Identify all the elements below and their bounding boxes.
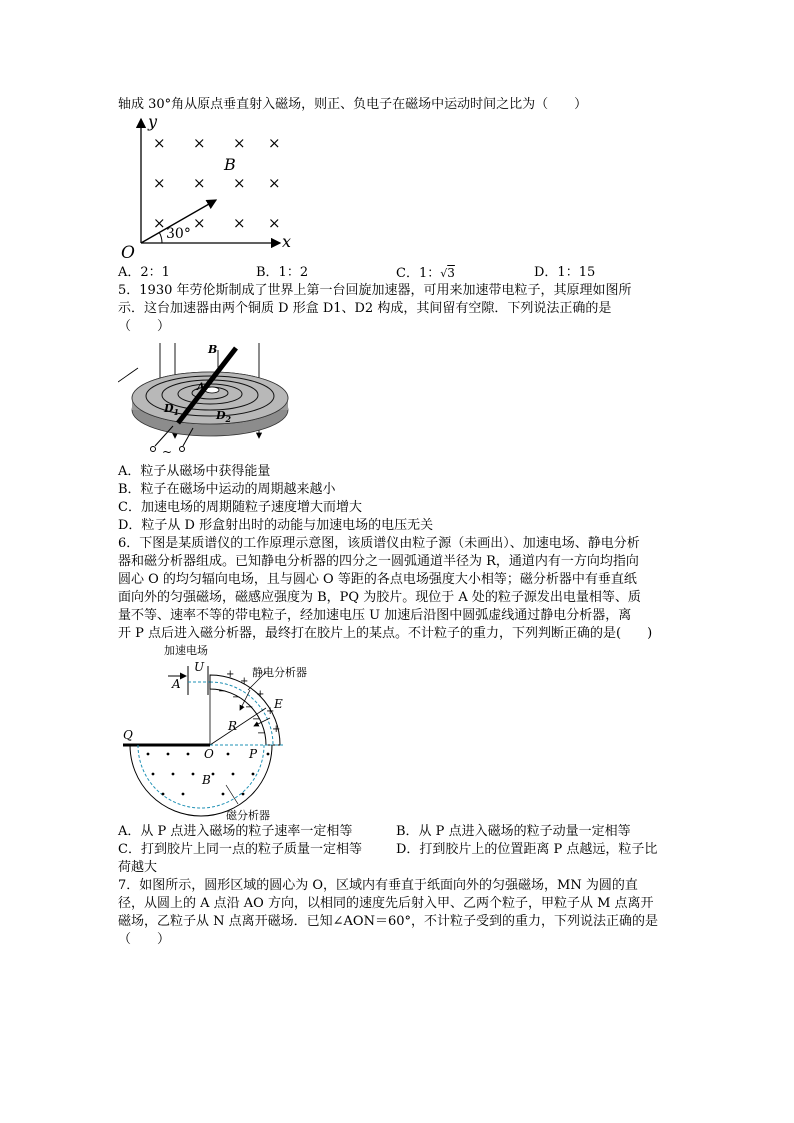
svg-text:×: × [268,174,281,192]
angle-arc [159,232,162,243]
svg-text:×: × [153,134,166,152]
label-o: O [204,747,214,761]
q5-stem-line-3: （ ） [118,319,171,334]
field-crosses [153,134,281,232]
q6-stem-line-5: 量不等、速率不等的带电粒子，经加速电压 U 加速后沿图中圆弧虚线通过静电分析器，离 [118,608,632,623]
q6-option-c[interactable]: C．打到胶片上同一点的粒子质量一定相等 [118,842,362,857]
svg-text:×: × [153,214,166,232]
q4-option-a[interactable]: A．2：1 [118,265,170,280]
q5-cyclotron-figure [118,338,303,463]
label-u: U [194,660,205,674]
q6-option-d-continued: 荷越大 [118,860,158,875]
svg-text:×: × [153,174,166,192]
q6-stem-line-2: 器和磁分析器组成。已知静电分析器的四分之一圆弧通道半径为 R，通道内有一方向均指向 [118,554,639,569]
svg-text:−: − [218,686,227,697]
q7-stem-line-4: （ ） [118,932,171,947]
svg-text:×: × [193,174,206,192]
q7-stem-line-3: 磁场，乙粒子从 N 点离开磁场．已知∠AON＝60°，不计粒子受到的重力，下列说法正确的是 [118,914,658,929]
q5-option-a[interactable]: A．粒子从磁场中获得能量 [118,464,271,479]
esa-label: 静电分析器 [252,666,307,679]
svg-text:×: × [193,134,206,152]
x-axis-label: x [282,232,292,251]
svg-text:×: × [233,134,246,152]
field-label: B [224,155,236,174]
svg-text:×: × [268,214,281,232]
label-d1: $D_1$ [164,402,180,417]
q7-stem-line-1: 7．如图所示，圆形区域的圆心为 O，区域内有垂直于纸面向外的匀强磁场，MN 为圆的直 [118,878,638,893]
label-d2: $D_2$ [216,409,232,424]
accel-field-label: 加速电场 [164,644,208,657]
label-a: A [197,382,205,393]
svg-text:+: + [272,724,281,735]
q4-option-d[interactable]: D．1：15 [534,265,596,280]
particle-path-semicircle [138,745,264,808]
q4-figure [118,113,303,263]
angle-label: 30° [166,226,191,242]
msa-label: 磁分析器 [226,809,270,822]
q5-option-d[interactable]: D．粒子从 D 形盒射出时的动能与加速电场的电压无关 [118,518,434,533]
svg-text:+: + [226,669,235,680]
q4-option-c[interactable]: C．1：√3 [396,266,455,281]
svg-text:+: + [256,689,265,700]
svg-text:−: − [257,728,266,739]
q5-option-c[interactable]: C．加速电场的周期随粒子速度增大而增大 [118,500,362,515]
label-a: A [172,677,181,691]
q6-stem-line-1: 6．下图是某质谱仪的工作原理示意图，该质谱仪由粒子源（未画出）、加速电场、静电分析 [118,536,640,551]
label-b: B [208,343,218,356]
label-p: P [249,747,258,761]
msa-pointer [226,785,238,804]
q4-option-b[interactable]: B．1：2 [256,265,309,280]
svg-text:+: + [240,676,249,687]
svg-text:×: × [233,174,246,192]
svg-text:×: × [193,214,206,232]
label-r: R [228,719,238,733]
svg-text:×: × [233,214,246,232]
svg-text:×: × [268,134,281,152]
svg-text:−: − [232,692,241,703]
q6-option-a[interactable]: A．从 P 点进入磁场的粒子速率一定相等 [118,824,353,839]
label-b: B [202,773,211,787]
q6-option-b[interactable]: B．从 P 点进入磁场的粒子动量一定相等 [396,824,631,839]
label-q: Q [123,728,133,742]
q6-stem-line-4: 面向外的匀强磁场，磁感应强度为 B，PQ 为胶片。现位于 A 处的粒子源发出电量相等、质 [118,590,641,605]
q6-stem-line-6: 开 P 点后进入磁分析器，最终打在胶片上的某点。不计粒子的重力，下列判断正确的是( ) [118,626,653,641]
label-e: E [274,697,283,711]
q6-stem-line-3: 圆心 O 的均匀辐向电场，且与圆心 O 等距的各点电场强度大小相等；磁分析器中有垂直纸 [118,572,637,587]
q5-option-b[interactable]: B．粒子在磁场中运动的周期越来越小 [118,482,336,497]
svg-text:−: − [245,702,254,713]
q7-stem-line-2: 径，从圆上的 A 点沿 AO 方向，以相同的速度先后射入甲、乙两个粒子，甲粒子从 M 点离开 [118,896,654,911]
ac-symbol: ~ [162,445,173,459]
q5-stem-line-2: 示．这台加速器由两个铜质 D 形盒 D1、D2 构成，其间留有空隙．下列说法正确的是 [118,301,612,316]
origin-label: O [121,243,135,263]
q6-mass-spectrometer-figure [118,640,328,823]
svg-text:+: + [266,706,275,717]
q6-option-d[interactable]: D．打到胶片上的位置距离 P 点越远，粒子比 [396,842,658,857]
svg-text:−: − [252,714,261,725]
q4-stem-tail: 轴成 30°角从原点垂直射入磁场，则正、负电子在磁场中运动时间之比为（ ） [118,97,588,112]
incoming-line [118,368,138,382]
y-axis-label: y [148,113,158,131]
q5-stem-line-1: 5．1930 年劳伦斯制成了世界上第一台回旋加速器，可用来加速带电粒子，其原理如图所 [118,283,632,298]
